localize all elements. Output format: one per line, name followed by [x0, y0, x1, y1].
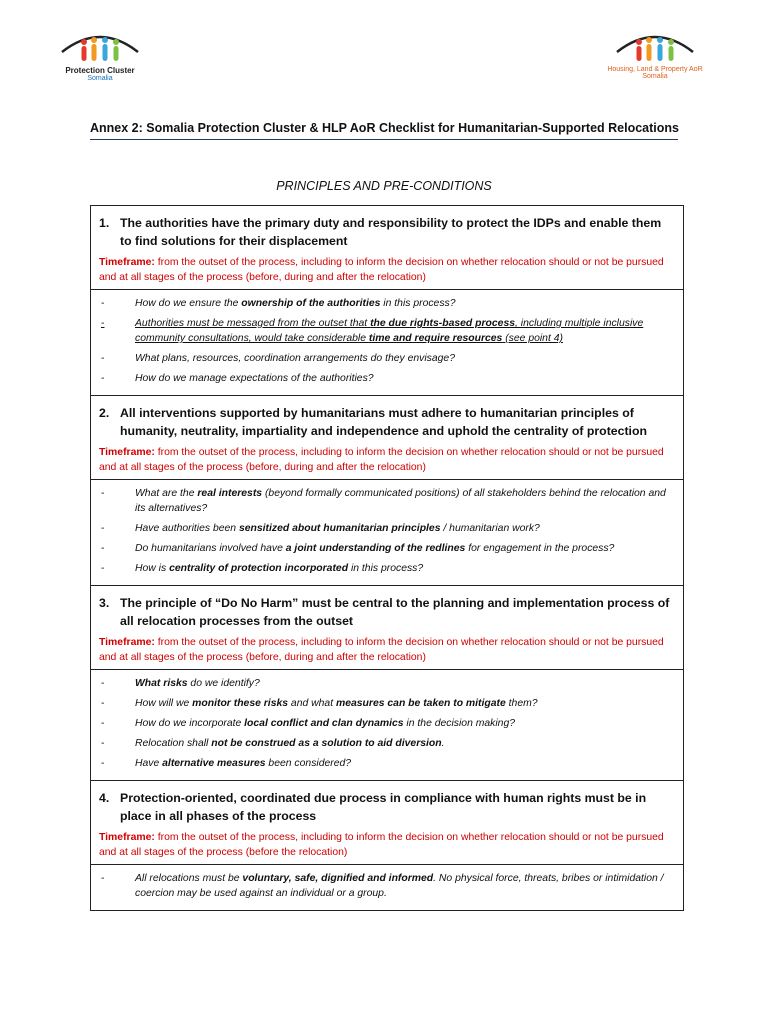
list-item: - How do we ensure the ownership of the authorities in this process?	[101, 298, 456, 309]
title-divider	[90, 139, 678, 140]
checklist-section-3	[90, 585, 684, 780]
timeframe-label: Timeframe:	[99, 832, 155, 843]
section-title	[99, 594, 675, 630]
timeframe-text: from the outset of the process, including to inform the decision on whether relocation should or not be pursued and at all stages of the process (before, during and after the relocation)	[99, 637, 664, 663]
logo-left-region: Somalia	[87, 75, 113, 82]
section-number: 4.	[99, 791, 110, 805]
protection-cluster-logo	[55, 28, 145, 82]
hlp-aor-logo	[600, 28, 710, 80]
section-header	[91, 586, 683, 670]
timeframe-label: Timeframe:	[99, 447, 155, 458]
question-list	[91, 865, 683, 910]
section-number: 2.	[99, 406, 110, 420]
section-number: 1.	[99, 216, 110, 230]
checklist-section-4	[90, 780, 684, 911]
section-number: 3.	[99, 596, 110, 610]
list-item: - What are the real interests (beyond formally communicated positions) of all stakeholders behind the relocation and its alternatives?	[101, 488, 666, 514]
hlp-aor-logo-icon	[613, 28, 697, 64]
annex-title: Annex 2: Somalia Protection Cluster & HLP AoR Checklist for Humanitarian-Supported Relocations	[90, 121, 679, 135]
timeframe-text: from the outset of the process, including to inform the decision on whether relocation should or not be pursued and at all stages of the process (before, during and after the relocation)	[99, 447, 664, 473]
list-item: - How do we manage expectations of the authorities?	[101, 373, 374, 384]
protection-cluster-logo-icon	[58, 28, 142, 64]
timeframe	[99, 445, 675, 475]
list-item: - All relocations must be voluntary, safe, dignified and informed. No physical force, threats, bribes or intimidation / coercion may be used against an individual or a group.	[101, 873, 664, 899]
section-title	[99, 789, 675, 825]
timeframe	[99, 255, 675, 285]
section-title-text: The principle of “Do No Harm” must be central to the planning and implementation process of all relocation processes from the outset	[120, 596, 670, 628]
list-item: - What risks do we identify?	[101, 678, 260, 689]
question-list	[91, 480, 683, 585]
logo-left-name: Protection Cluster	[65, 66, 135, 75]
list-item: - How will we monitor these risks and what measures can be taken to mitigate them?	[101, 698, 538, 709]
list-item: - Authorities must be messaged from the outset that the due rights-based process, including multiple inclusive community consultations, would take considerable time and require resources (see point 4)	[101, 318, 644, 344]
section-header	[91, 781, 683, 865]
section-heading: PRINCIPLES AND PRE-CONDITIONS	[276, 179, 492, 193]
timeframe-label: Timeframe:	[99, 257, 155, 268]
section-title	[99, 404, 675, 440]
logo-right-region: Somalia	[642, 73, 668, 80]
section-title-text: The authorities have the primary duty and responsibility to protect the IDPs and enable them to find solutions for their displacement	[120, 216, 662, 248]
checklist-section-1	[90, 205, 684, 395]
list-item: - How do we incorporate local conflict and clan dynamics in the decision making?	[101, 718, 516, 729]
list-item: - Do humanitarians involved have a joint understanding of the redlines for engagement in the process?	[101, 543, 615, 554]
list-item: - Have alternative measures been considered?	[101, 758, 352, 769]
timeframe-label: Timeframe:	[99, 637, 155, 648]
section-title	[99, 214, 675, 250]
checklist-table	[90, 205, 684, 911]
list-item: - Have authorities been sensitized about humanitarian principles / humanitarian work?	[101, 523, 540, 534]
timeframe	[99, 635, 675, 665]
section-header	[91, 396, 683, 480]
list-item: - Relocation shall not be construed as a solution to aid diversion.	[101, 738, 445, 749]
timeframe	[99, 830, 675, 860]
list-item: - How is centrality of protection incorporated in this process?	[101, 563, 424, 574]
question-list	[91, 290, 683, 395]
checklist-section-2	[90, 395, 684, 585]
logo-right-name: Housing, Land & Property AoR	[607, 66, 703, 73]
list-item: - What plans, resources, coordination arrangements do they envisage?	[101, 353, 455, 364]
timeframe-text: from the outset of the process, including to inform the decision on whether relocation should or not be pursued and at all stages of the process (before, during and after the relocation)	[99, 257, 664, 283]
section-header	[91, 206, 683, 290]
section-title-text: Protection-oriented, coordinated due process in compliance with human rights must be in place in all phases of the process	[120, 791, 647, 823]
section-title-text: All interventions supported by humanitarians must adhere to humanitarian principles of humanity, neutrality, impartiality and independence and uphold the centrality of protection	[120, 406, 648, 438]
question-list	[91, 670, 683, 780]
timeframe-text: from the outset of the process, including to inform the decision on whether relocation should or not be pursued and at all stages of the process (before the relocation)	[99, 832, 664, 858]
